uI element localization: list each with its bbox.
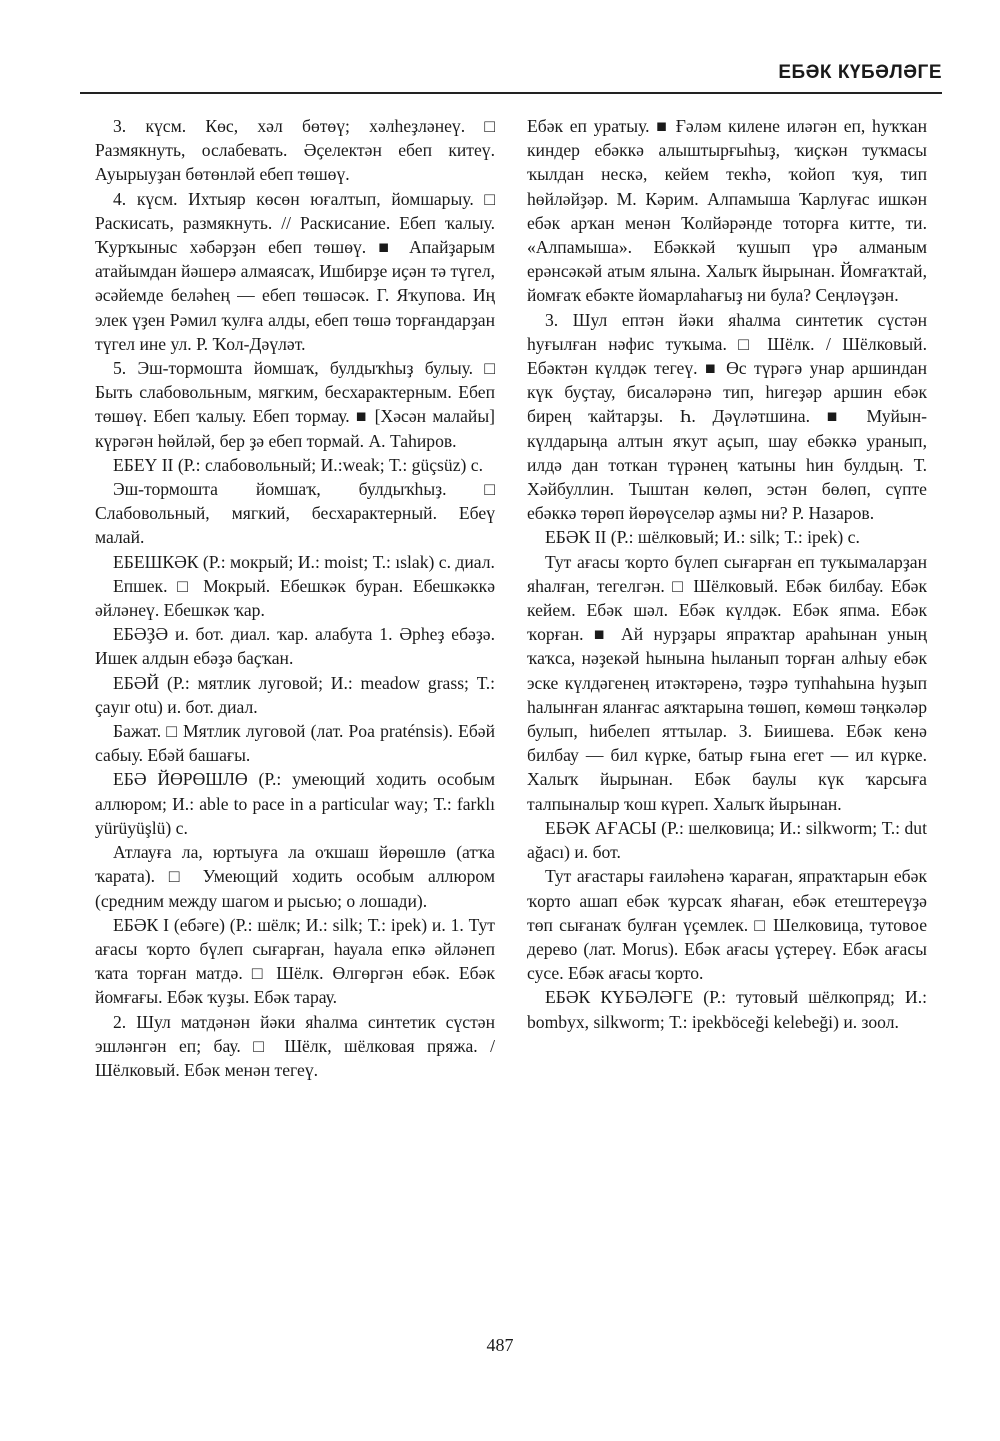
page-number: 487 bbox=[486, 1335, 514, 1355]
entry-paragraph: 5. Эш-тормошта йомшаҡ, булдыҡһыҙ булыу. □ Быть слабовольным, мягким, бесхарактерным. Ебеп төшөү. Ебеп ҡалыу. Ебеп тормау. ■ [Хәсән малайы] күрәгән һөйләй, бер ҙә ебеп тормай. А. Таһиров. bbox=[95, 358, 495, 451]
right-column bbox=[527, 114, 927, 1034]
headword-entry: ЕБӘК II (Р.: шёлковый; И.: silk; Т.: ipek) с. bbox=[545, 527, 860, 548]
headword-entry: ЕБӘК КҮБӘЛӘГЕ (Р.: тутовый шёлкопряд; И.: bombyx, silkworm; Т.: ipekböceği kelebeği) и. зоол. bbox=[527, 987, 927, 1032]
headword-entry: ЕБӘК АҒАСЫ (Р.: шелковица; И.: silkworm; Т.: dut ağacı) и. бот. bbox=[527, 817, 927, 863]
headword-entry: ЕБӘҘӘ и. бот. диал. ҡар. алабута 1. Әрһеҙ ебәҙә. Ишек алдын ебәҙә баҫҡан. bbox=[95, 624, 495, 669]
entry-paragraph: 3. күсм. Көс, хәл бөтөү; хәлһеҙләнеү. □ Размякнуть, ослабевать. Әҫелектән ебеп китеү. Ауырыуҙан бөтөнләй ебеп төшөү. bbox=[95, 116, 495, 185]
running-header bbox=[80, 58, 942, 94]
headword-entry: ЕБӘК I (ебәге) (Р.: шёлк; И.: silk; Т.: ipek) и. 1. Тут ағасы ҡорто бүлеп сығарған, һауала епкә әйләнеп ҡата торған матдә. □ Шёлк. Өлгөргән ебәк. Ебәк йомғағы. Ебәк ҡуҙы. Ебәк тарау. bbox=[95, 914, 495, 1008]
entry-paragraph: Ебәк еп уратыу. ■ Ғәләм килене иләгән еп, һуҡҡан киндер ебәккә алыштырғыһыҙ, ҡиҫкән туҡмасы ҡылдан нескә, кейем текһә, ҡойоп ҡуя, тип һөйләйҙәр. М. Кәрим. Алпамыша Ҡарлуғас ишкән ебәк арҡан менән Ҡолйәрәнде тоторға китте, ти. «Алпамыша». Ебәккәй ҡушып үрә алманым ерәнсәкәй атым ялына. Халыҡ йырынан. Йомғаҡтай, йомғаҡ ебәкте йомарлаһағыҙ ни була? Сеңләүҙән. bbox=[527, 116, 927, 306]
entry-paragraph: Атлауға ла, юртыуға ла оҡшаш йөрөшлө (атҡа ҡарата). □ Умеющий ходить особым аллюром (средним между шагом и рысью; о лошади). bbox=[95, 842, 495, 911]
headword-entry: ЕБЕШКӘК (Р.: мокрый; И.: moist; Т.: ıslak) с. диал. bbox=[113, 551, 495, 572]
entry-paragraph: Епшек. □ Мокрый. Ебешкәк буран. Ебешкәккә әйләнеү. Ебешкәк ҡар. bbox=[95, 575, 495, 621]
entry-paragraph: 2. Шул матдәнән йәки яһалма синтетик сүстән эшләнгән еп; бау. □ Шёлк, шёлковая пряжа. / Шёлковый. Ебәк менән тегеү. bbox=[95, 1011, 495, 1080]
entry-paragraph: Бажат. □ Мятлик луговой (лат. Poa praténsis). Ебәй сабыу. Ебәй башағы. bbox=[95, 721, 495, 766]
entry-paragraph: 4. күсм. Ихтыяр көсөн юғалтып, йомшарыу. □ Раскисать, размякнуть. // Раскисание. Ебеп ҡалыу. Ҡурҡыныс хәбәрҙән ебеп төшөү. ■ Апайҙарым атайымдан йәшерә алмаясаҡ, Ишбирҙе иҫән тә түгел, әсәйемде беләһең — ебеп төшәсәк. Г. Яҡупова. Иң элек үҙен Рәмил ҡулға алды, ебеп төшә торғандарҙан түгел ине ул. Р. Ҡол-Дәүләт. bbox=[95, 188, 495, 354]
entry-paragraph: Тут ағасы ҡорто бүлеп сығарған еп туҡымаларҙан яһалған, тегелгән. □ Шёлковый. Ебәк билбау. Ебәк кейем. Ебәк шәл. Ебәк күлдәк. Ебәк япма. Ебәк ҡорған. ■ Ай нурҙары япраҡтар араһынан уның ҡаҡса, нәҙекәй һынына һыланып торған алһыу ебәк эске күлдәгенең итәктәренә, тәҙрә тупһаһына һуҙып һалынған яланғас аяҡтарына төшөп, көмөш тәңкәләр булып, һибелеп яттылар. З. Биишева. Ебәк кенә билбау — бил күрке, батыр ғына егет — ил күрке. Халыҡ йырынан. Ебәк баулы күк ҡарсыға талпыналыр ҡош күреп. Халыҡ йырынан. bbox=[527, 551, 927, 814]
entry-paragraph: Эш-тормошта йомшаҡ, булдыҡһыҙ. □ Слабовольный, мягкий, бесхарактерный. Ебеү малай. bbox=[95, 479, 495, 548]
entry-paragraph: Тут ағастары ғаиләһенә ҡараған, япраҡтарын ебәк ҡорто ашап ебәк ҡурсаҡ яһаған, ебәк етештереүҙә төп сығанаҡ булған үҫемлек. □ Шелковица, тутовое дерево (лат. Morus). Ебәк ағасы үҫтереү. Ебәк ағасы сусе. Ебәк ағасы ҡорто. bbox=[527, 866, 927, 984]
headword-entry: ЕБЕҮ II (Р.: слабовольный; И.:weak; Т.: güçsüz) с. bbox=[113, 454, 483, 475]
left-column bbox=[95, 114, 495, 1082]
running-head-title: ЕБӘК КҮБӘЛӘГЕ bbox=[778, 62, 942, 83]
headword-entry: ЕБӘЙ (Р.: мятлик луговой; И.: meadow grass; Т.: çayır otu) и. бот. диал. bbox=[95, 672, 495, 717]
entry-paragraph: 3. Шул ептән йәки яһалма синтетик сүстән һуғылған нәфис туҡыма. □ Шёлк. / Шёлковый. Ебәктән күлдәк тегеү. ■ Өс түрәгә унар аршиндан күк буҫтау, бисаләрәнә тип, һигеҙәр аршин ебәк бирең ҡайтарҙы. Һ. Дәүләтшина. ■ Муйын-күлдарыңа алтын яҡут аҫып, шау ебәккә уранып, илдә дан тоткан түрәнең ҡатыны һин булдың. Т. Хәйбуллин. Тыштан көлөп, эстән бөлөп, сүпте ебәккә төрөп йөрөүселәр аҙмы ни? Р. Назаров. bbox=[527, 309, 927, 524]
headword-entry: ЕБӘ ЙӨРӨШЛӨ (Р.: умеющий ходить особым аллюром; И.: able to pace in a particular way; Т.: farklı yürüyüşlü) с. bbox=[95, 769, 495, 838]
